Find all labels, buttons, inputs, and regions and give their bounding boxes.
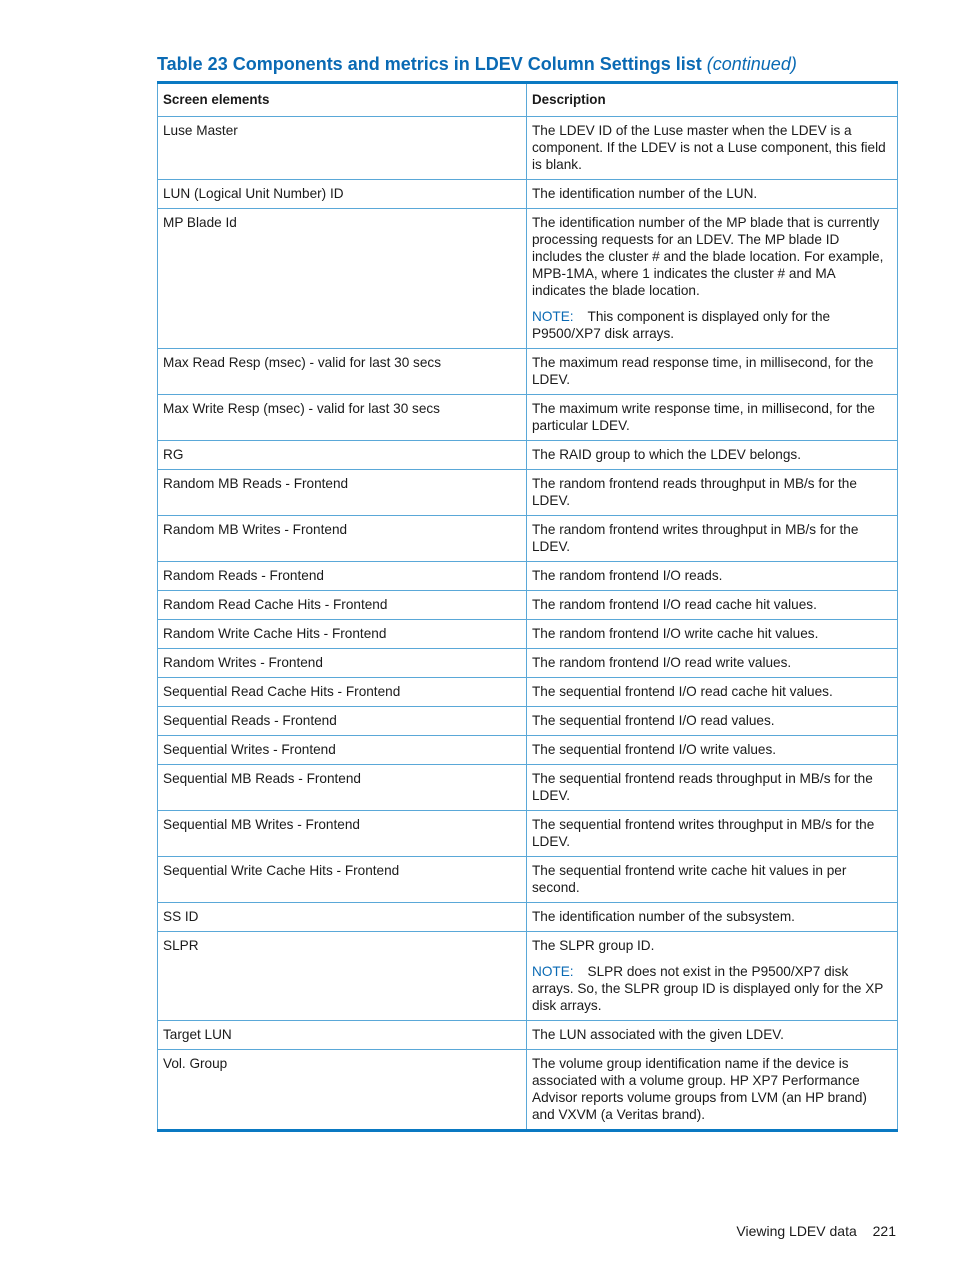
note-text: This component is displayed only for the P9500/XP7 disk arrays. [532,309,831,341]
table-row [158,395,898,441]
note-label: NOTE: [532,964,574,979]
description-text: The volume group identification name if the device is associated with a volume group. HP XP7 Performance Advisor reports volume groups from LVM (an HP brand) and VXVM (a Veritas brand). [532,1056,867,1122]
screen-element-cell: Random Read Cache Hits - Frontend [158,591,527,620]
page-number: 221 [872,1223,896,1239]
screen-element-cell: Random MB Reads - Frontend [158,470,527,516]
components-metrics-table [157,81,898,1132]
description-cell [527,516,898,562]
description-cell [527,117,898,180]
table-row [158,209,898,349]
description-text: The sequential frontend I/O write values. [532,742,777,757]
description-cell [527,395,898,441]
header-screen-elements: Screen elements [158,83,527,117]
description-text: The sequential frontend writes throughput in MB/s for the LDEV. [532,817,875,849]
description-cell [527,903,898,932]
screen-element-cell: Random Reads - Frontend [158,562,527,591]
table-row [158,562,898,591]
table-row [158,932,898,1021]
table-row [158,620,898,649]
screen-element-cell: Target LUN [158,1021,527,1050]
description-cell [527,470,898,516]
header-description: Description [527,83,898,117]
table-row [158,441,898,470]
table-row [158,470,898,516]
screen-element-cell: Random Writes - Frontend [158,649,527,678]
description-cell [527,562,898,591]
description-text: The random frontend reads throughput in MB/s for the LDEV. [532,476,857,508]
table-row [158,1050,898,1131]
screen-element-cell: SS ID [158,903,527,932]
description-cell [527,349,898,395]
table-row [158,811,898,857]
description-text: The LDEV ID of the Luse master when the LDEV is a component. If the LDEV is not a Luse component, this field is blank. [532,123,886,172]
screen-element-cell: LUN (Logical Unit Number) ID [158,180,527,209]
table-row [158,1021,898,1050]
table-row [158,765,898,811]
screen-element-cell: RG [158,441,527,470]
table-row [158,516,898,562]
screen-element-cell: Sequential Writes - Frontend [158,736,527,765]
screen-element-cell: SLPR [158,932,527,1021]
description-text: The random frontend I/O reads. [532,568,723,583]
description-cell [527,736,898,765]
description-text: The sequential frontend write cache hit values in per second. [532,863,847,895]
screen-element-cell: MP Blade Id [158,209,527,349]
description-cell [527,620,898,649]
screen-element-cell: Vol. Group [158,1050,527,1131]
screen-element-cell: Luse Master [158,117,527,180]
description-text: The sequential frontend I/O read values. [532,713,775,728]
table-row [158,678,898,707]
screen-element-cell: Random MB Writes - Frontend [158,516,527,562]
description-text: The identification number of the MP blade that is currently processing requests for an LDEV. The MP blade ID includes the cluster # and the blade location. For example, MPB-1MA, where 1 indicates the cluster # and MA indicates the blade location. [532,215,884,298]
page-footer [700,1223,896,1239]
screen-element-cell: Sequential MB Writes - Frontend [158,811,527,857]
description-cell [527,649,898,678]
table-title: Table 23 Components and metrics in LDEV Column Settings list [157,54,702,74]
description-text: The sequential frontend I/O read cache hit values. [532,684,833,699]
description-text: The maximum read response time, in millisecond, for the LDEV. [532,355,874,387]
note-label: NOTE: [532,309,574,324]
description-cell [527,180,898,209]
description-text: The LUN associated with the given LDEV. [532,1027,784,1042]
description-text: The SLPR group ID. [532,938,655,953]
table-row [158,117,898,180]
description-cell [527,765,898,811]
note-text: SLPR does not exist in the P9500/XP7 disk arrays. So, the SLPR group ID is displayed only for the XP disk arrays. [532,964,884,1013]
description-cell [527,441,898,470]
description-text: The random frontend I/O read cache hit values. [532,597,817,612]
description-text: The sequential frontend reads throughput in MB/s for the LDEV. [532,771,873,803]
note [532,308,892,342]
description-cell [527,1050,898,1131]
description-cell [527,209,898,349]
description-text: The identification number of the LUN. [532,186,758,201]
table-body [158,117,898,1131]
table-row [158,903,898,932]
note [532,963,892,1014]
continued-label: (continued) [706,54,797,74]
description-cell [527,857,898,903]
screen-element-cell: Max Write Resp (msec) - valid for last 30 secs [158,395,527,441]
description-cell [527,932,898,1021]
screen-element-cell: Max Read Resp (msec) - valid for last 30 secs [158,349,527,395]
description-cell [527,1021,898,1050]
table-header-row [158,83,898,117]
description-text: The random frontend I/O write cache hit values. [532,626,819,641]
description-cell [527,811,898,857]
table-row [158,649,898,678]
screen-element-cell: Sequential Write Cache Hits - Frontend [158,857,527,903]
table-row [158,707,898,736]
screen-element-cell: Sequential Read Cache Hits - Frontend [158,678,527,707]
table-row [158,857,898,903]
description-text: The maximum write response time, in millisecond, for the particular LDEV. [532,401,875,433]
screen-element-cell: Sequential MB Reads - Frontend [158,765,527,811]
description-text: The identification number of the subsystem. [532,909,795,924]
description-cell [527,591,898,620]
table-row [158,180,898,209]
description-text: The random frontend writes throughput in MB/s for the LDEV. [532,522,859,554]
table-row [158,349,898,395]
table-row [158,736,898,765]
screen-element-cell: Random Write Cache Hits - Frontend [158,620,527,649]
screen-element-cell: Sequential Reads - Frontend [158,707,527,736]
table-row [158,591,898,620]
description-text: The random frontend I/O read write values. [532,655,792,670]
footer-section-title: Viewing LDEV data [736,1223,857,1239]
description-cell [527,678,898,707]
description-cell [527,707,898,736]
table-caption [157,54,897,75]
description-text: The RAID group to which the LDEV belongs. [532,447,802,462]
